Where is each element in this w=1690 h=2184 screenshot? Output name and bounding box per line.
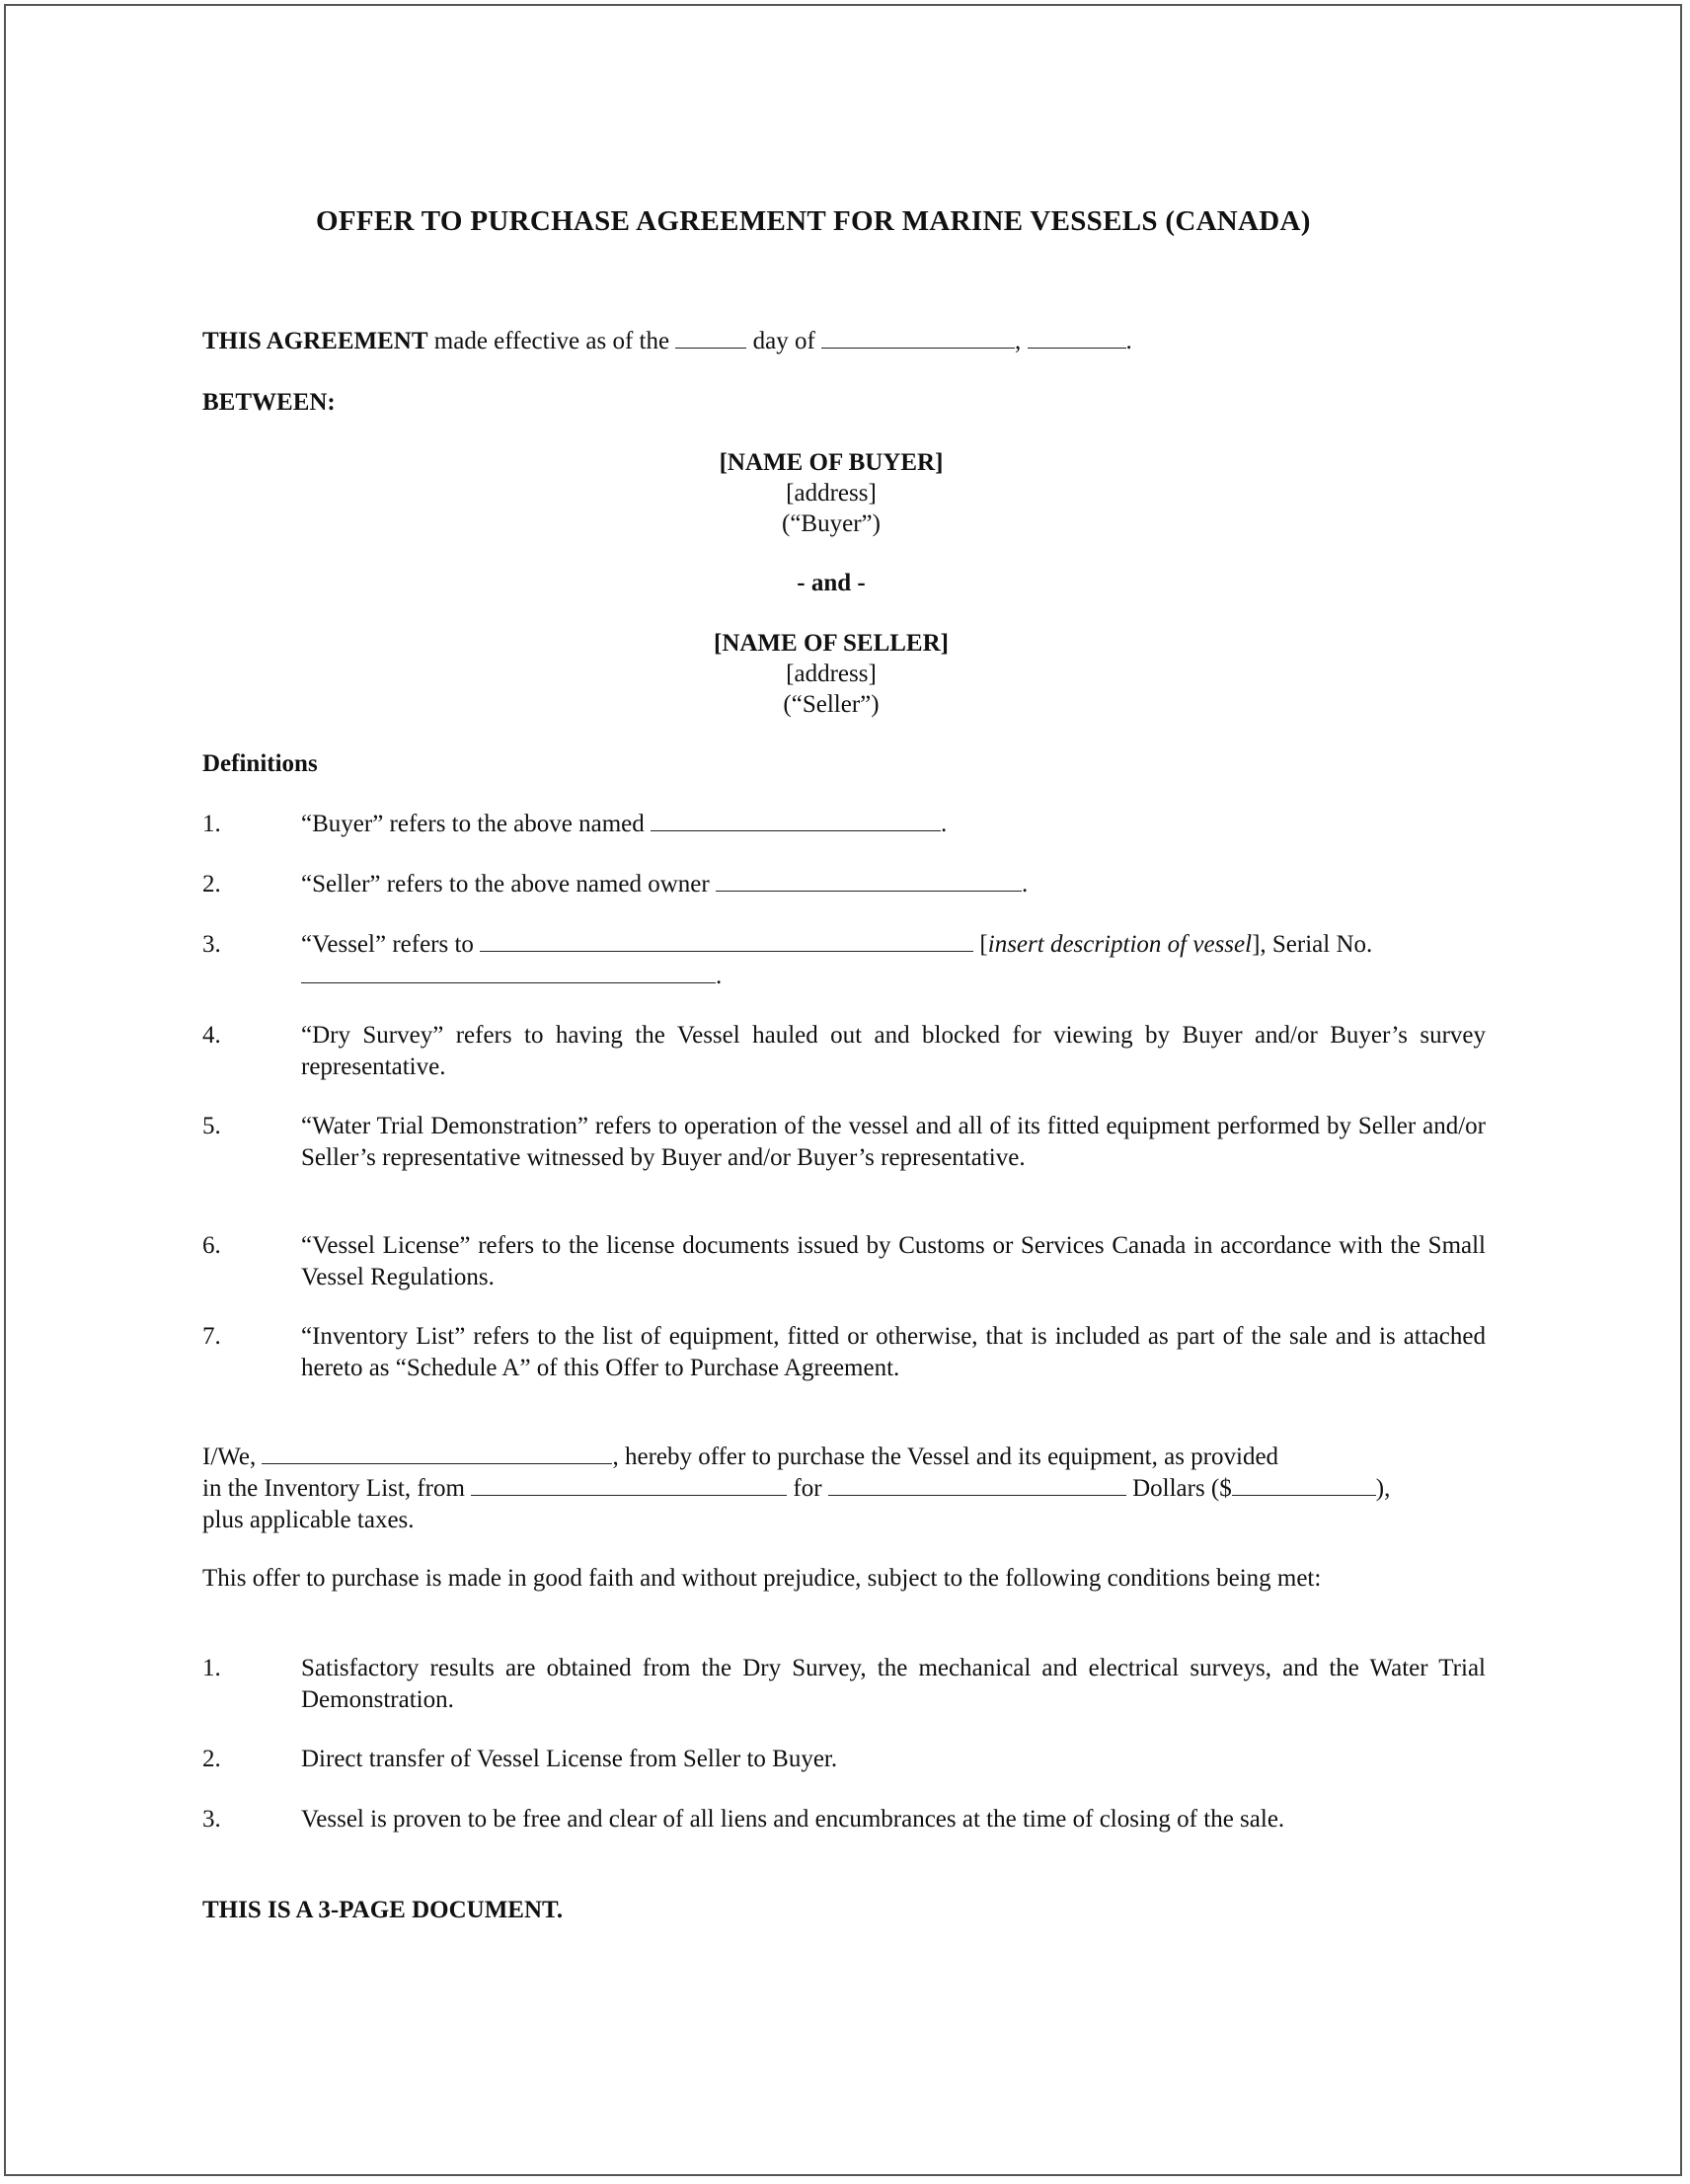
offer-paragraph bbox=[202, 1442, 1486, 1536]
definition-text-part: . bbox=[716, 963, 723, 989]
buyer-address: [address] bbox=[786, 480, 877, 507]
condition-text: Satisfactory results are obtained from the Dry Survey, the mechanical and electrical surveys, and the Water Trial Demonstration. bbox=[301, 1655, 1486, 1713]
seller-name-blank[interactable] bbox=[716, 869, 1022, 892]
from-blank[interactable] bbox=[471, 1473, 787, 1496]
offerer-name-blank[interactable] bbox=[262, 1442, 612, 1464]
intro-made-effective: made effective as of the bbox=[427, 328, 676, 354]
definition-text: “Dry Survey” refers to having the Vessel hauled out and blocked for viewing by Buyer and/or Buyer’s survey representative. bbox=[301, 1022, 1486, 1080]
vessel-description-blank[interactable] bbox=[480, 929, 973, 952]
definition-text-part: “Seller” refers to the above named owner bbox=[301, 871, 716, 897]
conditions-intro: This offer to purchase is made in good faith and without prejudice, subject to the following conditions being met: bbox=[202, 1565, 1322, 1592]
definition-number: 5. bbox=[202, 1113, 221, 1139]
offer-text: ), bbox=[1375, 1475, 1391, 1502]
definition-number: 1. bbox=[202, 811, 221, 837]
offer-text: plus applicable taxes. bbox=[202, 1507, 415, 1533]
definition-text: “Inventory List” refers to the list of equipment, fitted or otherwise, that is included as part of the sale and is attached hereto as “Schedule A” of this Offer to Purchase Agreement. bbox=[301, 1323, 1486, 1381]
offer-text: , hereby offer to purchase the Vessel and its equipment, as provided bbox=[612, 1443, 1279, 1470]
condition-number: 2. bbox=[202, 1746, 221, 1772]
definition-text: “Water Trial Demonstration” refers to operation of the vessel and all of its fitted equipment performed by Seller and/or Seller’s representative witnessed by Buyer and/or Buyer’s representative. bbox=[301, 1113, 1486, 1171]
definition-text-part: . bbox=[941, 811, 948, 837]
between-label: BETWEEN: bbox=[202, 389, 336, 416]
buyer-party-block bbox=[202, 447, 1460, 539]
year-blank[interactable] bbox=[1028, 326, 1126, 349]
offer-text: in the Inventory List, from bbox=[202, 1475, 472, 1502]
definition-text: “Vessel” refers to [insert description of vessel], Serial No. . bbox=[301, 931, 1373, 989]
condition-text: Direct transfer of Vessel License from Seller to Buyer. bbox=[301, 1746, 838, 1772]
seller-name: [NAME OF SELLER] bbox=[714, 630, 949, 657]
intro-day-of: day of bbox=[746, 328, 822, 354]
offer-text: I/We, bbox=[202, 1443, 263, 1470]
seller-party-block bbox=[202, 628, 1460, 720]
document-title: OFFER TO PURCHASE AGREEMENT FOR MARINE VESSELS (CANADA) bbox=[316, 205, 1311, 237]
buyer-label: (“Buyer”) bbox=[782, 510, 881, 537]
condition-number: 3. bbox=[202, 1806, 221, 1833]
definition-text-part: ], Serial No. bbox=[1252, 931, 1373, 958]
agreement-intro bbox=[202, 326, 1132, 357]
amount-dollars-blank[interactable] bbox=[1232, 1473, 1376, 1496]
document-footer: THIS IS A 3-PAGE DOCUMENT. bbox=[202, 1897, 564, 1923]
definition-number: 4. bbox=[202, 1022, 221, 1049]
seller-address: [address] bbox=[786, 661, 877, 687]
and-separator: - and - bbox=[797, 570, 866, 596]
definition-number: 6. bbox=[202, 1232, 221, 1259]
buyer-name: [NAME OF BUYER] bbox=[719, 449, 944, 476]
definitions-heading: Definitions bbox=[202, 750, 318, 777]
offer-text: for bbox=[787, 1475, 828, 1502]
amount-words-blank[interactable] bbox=[828, 1473, 1126, 1496]
offer-text: Dollars ($ bbox=[1125, 1475, 1232, 1502]
intro-period: . bbox=[1125, 328, 1132, 354]
day-blank[interactable] bbox=[675, 326, 746, 349]
definition-text-part: . bbox=[1021, 871, 1029, 897]
month-blank[interactable] bbox=[821, 326, 1015, 349]
intro-comma: , bbox=[1015, 328, 1028, 354]
definition-text bbox=[301, 809, 1486, 840]
condition-number: 1. bbox=[202, 1655, 221, 1681]
definition-text-part: “Vessel” refers to bbox=[301, 931, 481, 958]
condition-text: Vessel is proven to be free and clear of all liens and encumbrances at the time of closing of the sale. bbox=[301, 1806, 1285, 1833]
definition-text-part: “Buyer” refers to the above named bbox=[301, 811, 652, 837]
definition-text bbox=[301, 869, 1486, 900]
definition-text: “Vessel License” refers to the license documents issued by Customs or Services Canada in accordance with the Small Vessel Regulations. bbox=[301, 1232, 1486, 1290]
seller-label: (“Seller”) bbox=[783, 691, 880, 718]
definition-number: 3. bbox=[202, 931, 221, 958]
definition-number: 7. bbox=[202, 1323, 221, 1350]
intro-lead: THIS AGREEMENT bbox=[202, 328, 428, 354]
serial-number-blank[interactable] bbox=[301, 961, 716, 983]
buyer-name-blank[interactable] bbox=[651, 809, 941, 831]
definition-italic-hint: insert description of vessel bbox=[987, 931, 1253, 958]
definition-number: 2. bbox=[202, 871, 221, 897]
